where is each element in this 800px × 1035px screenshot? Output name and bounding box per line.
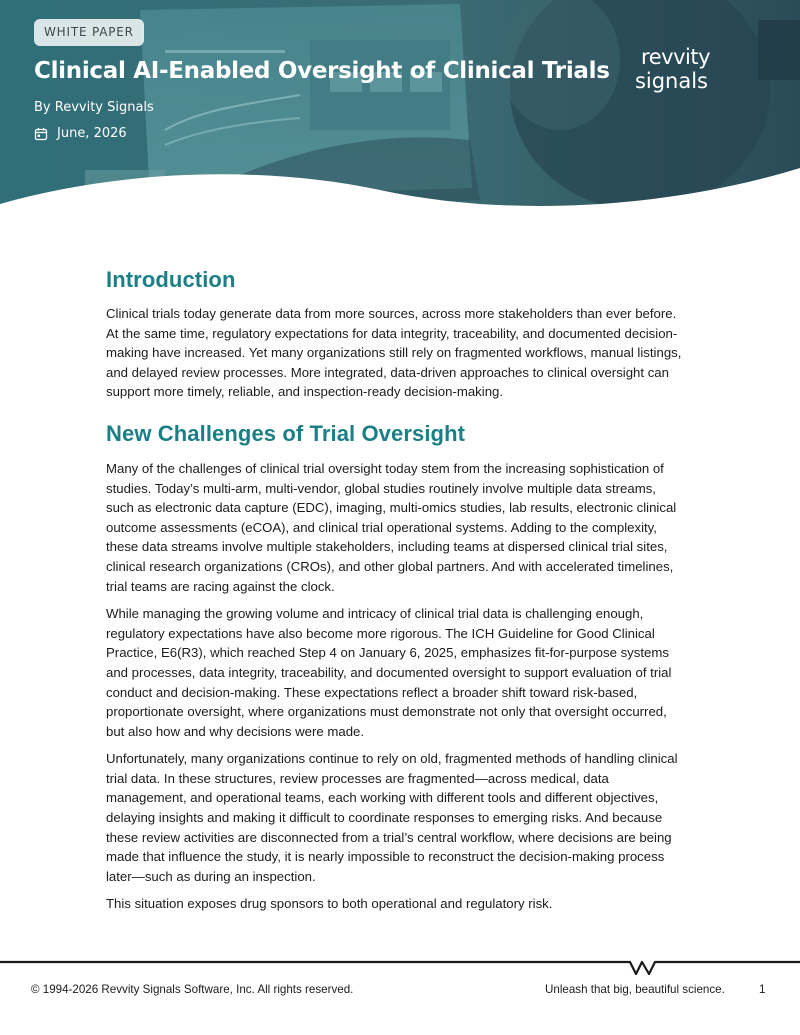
paragraph: This situation exposes drug sponsors to both operational and regulatory risk. xyxy=(106,896,553,912)
section-heading: Introduction xyxy=(106,267,236,292)
white-paper-badge: WHITE PAPER xyxy=(34,19,144,46)
byline: By Revvity Signals xyxy=(34,100,154,115)
footer-divider xyxy=(0,954,800,978)
paragraph: While managing the growing volume and intricacy of clinical trial data is challenging enough, regulatory expectations have also become more rigorous. The ICH Guideline for Good Clinical Practice, E6(R3), which reached Step 4 on January 6, 2025, emphasizes fit-for-purpose systems and processes, data integrity, traceability, and documented oversight to support evaluation of trial conduct and decision-making. These expectations reflect a broader shift toward risk-based, proportionate oversight, where organizations must demonstrate not only that oversight occurred, but also how and why decisions were made. xyxy=(106,606,672,739)
section-heading: New Challenges of Trial Oversight xyxy=(106,420,466,446)
paragraph: Many of the challenges of clinical trial oversight today stem from the increasing sophistication of studies. Today’s multi-arm, multi-vendor, global studies routinely involve multiple data streams, such as electronic data capture (EDC), imaging, multi-omics studies, lab results, electronic clinical outcome assessments (eCOA), and clinical trial operational systems. Adding to the complexity, these data streams involve multiple stakeholders, including teams at dispersed clinical trial sites, clinical research organizations (CROs), and other global partners. And with accelerated timelines, trial teams are racing against the clock. xyxy=(106,460,677,594)
publication-date xyxy=(34,126,127,141)
hero-banner xyxy=(0,0,800,232)
page-number: 1 xyxy=(759,983,766,996)
date-text: June, 2026 xyxy=(57,126,127,141)
section-new-challenges xyxy=(106,420,686,914)
main-content xyxy=(106,266,686,922)
section-introduction xyxy=(106,266,686,402)
calendar-icon xyxy=(34,127,48,141)
paragraph: Unfortunately, many organizations continue to rely on old, fragmented methods of handling clinical trial data. In these structures, review processes are fragmented—across medical, data management, and operational teams, each working with different tools and different objectives, delaying insights and making it difficult to coordinate responses to emerging risks. And because these review activities are disconnected from a trial’s central workflow, where decisions are being made that influence the study, it is nearly impossible to reconstruct the decision-making process later—such as during an inspection. xyxy=(106,751,678,884)
revvity-signals-logo xyxy=(616,42,712,94)
footer-tagline: Unleash that big, beautiful science. xyxy=(545,983,725,996)
paragraph: Clinical trials today generate data from more sources, across more stakeholders than ever before. At the same time, regulatory expectations for data integrity, traceability, and documented decision-making have increased. Yet many organizations still rely on fragmented workflows, manual listings, and delayed review processes. More integrated, data-driven approaches to clinical oversight can support more timely, reliable, and inspection-ready decision-making. xyxy=(106,306,682,400)
page-title: Clinical AI-Enabled Oversight of Clinical Trials xyxy=(34,58,610,84)
svg-text:revvity: revvity xyxy=(641,45,710,69)
footer-copyright: © 1994-2026 Revvity Signals Software, Inc. All rights reserved. xyxy=(31,983,354,996)
svg-text:signals: signals xyxy=(634,69,708,93)
